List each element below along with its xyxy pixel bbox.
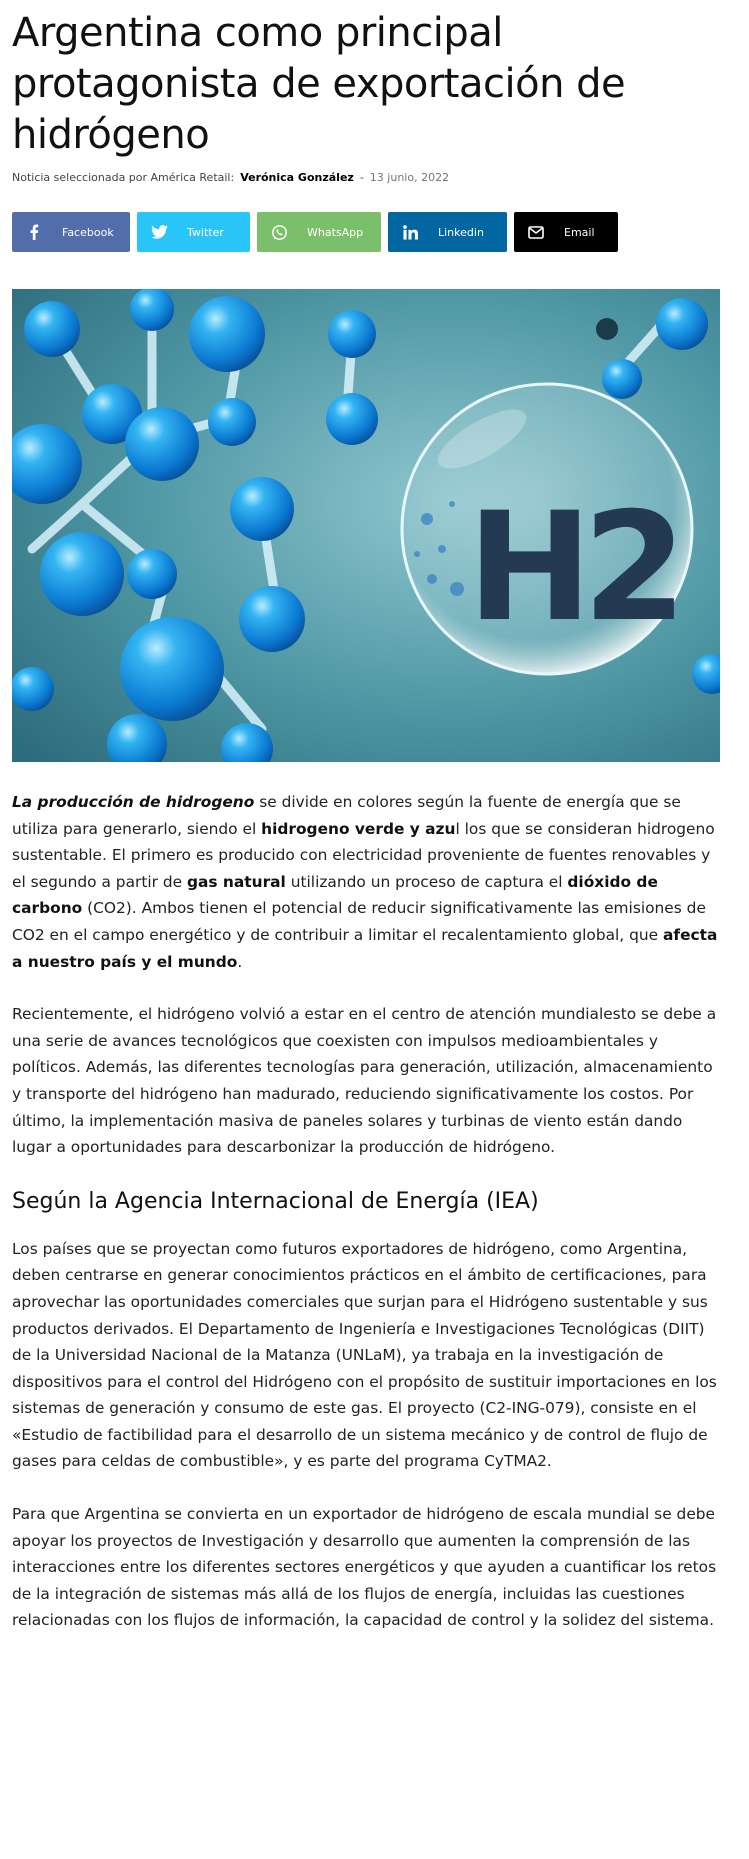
paragraph-4: Para que Argentina se convierta en un exportador de hidrógeno de escala mundial se debe apoyar los proyectos de Investigación y desarrollo que aumenten la comprensión de las interacciones entre los diferentes sectores energéticos y que ayuden a cuantificar los retos de la integración de sistemas más allá de los flujos de energía, incluidas las cuestiones relacionadas con los flujos de información, la capacidad de control y la solidez del sistema. — [12, 1505, 717, 1630]
facebook-icon — [12, 212, 56, 252]
paragraph-3: Los países que se proyectan como futuros exportadores de hidrógeno, como Argentina, deben centrarse en generar conocimientos prácticos en el ámbito de certificaciones, para aprovechar las oportunidades comerciales que surjan para el Hidrógeno sustentable y sus productos derivados. El Departamento de Ingeniería e Investigaciones Tecnológicas (DIIT) de la Universidad Nacional de la Matanza (UNLaM), ya trabaja en la investigación de dispositivos para el control del Hidrógeno con el propósito de sustituir importaciones en los sistemas de generación y consumo de este gas. El proyecto (C2-ING-079), consiste en el «Estudio de factibilidad para el desarrollo de un sistema mecánico y de control de flujo de gases para celdas de combustible», y es parte del programa CyTMA2. — [12, 1239, 717, 1471]
share-email-label: Email — [564, 225, 595, 239]
paragraph-2: Recientemente, el hidrógeno volvió a estar en el centro de atención mundialesto se debe a una serie de avances tecnológicos que coexisten con impulsos medioambientales y políticos. Además, las diferentes tecnologías para generación, utilización, almacenamiento y transporte del hidrógeno han madurado, reduciendo significativamente los costos. Por último, la implementación masiva de paneles solares y turbinas de viento están dando lugar a oportunidades para descarbonizar la producción de hidrógeno. — [12, 1005, 717, 1157]
para1-bold-green-blue: hidrogeno verde y azu — [261, 819, 456, 838]
share-bar — [12, 212, 720, 252]
author-link[interactable]: Verónica González — [240, 171, 354, 184]
share-facebook-label: Facebook — [62, 225, 114, 239]
share-linkedin-button[interactable] — [388, 212, 507, 252]
whatsapp-icon — [257, 212, 301, 252]
article-meta — [12, 171, 720, 184]
share-facebook-button[interactable] — [12, 212, 130, 252]
para1-text-b: l los que se consideran hidrogeno sustentable. El primero es producido con electricidad proveniente de fuentes renovables y el segundo a partir de — [12, 819, 715, 891]
selected-by-label: Noticia seleccionada por América Retail: — [12, 171, 235, 184]
article-title: Argentina como principal protagonista de exportación de hidrógeno — [12, 10, 626, 158]
email-icon — [514, 212, 558, 252]
twitter-icon — [137, 212, 181, 252]
share-twitter-button[interactable] — [137, 212, 250, 252]
para1-lead-emphasis: La producción de hidrogeno — [12, 793, 255, 811]
section-subheading: Según la Agencia Internacional de Energía (IEA) — [12, 1188, 539, 1214]
share-whatsapp-button[interactable] — [257, 212, 381, 252]
article — [12, 0, 720, 1660]
hydrogen-molecules-image — [12, 289, 720, 762]
article-body — [12, 789, 720, 1634]
meta-separator: - — [359, 171, 364, 184]
share-twitter-label: Twitter — [187, 225, 224, 239]
para1-text-d: (CO2). Ambos tienen el potencial de reducir significativamente las emisiones de CO2 en el campo energético y de contribuir a limitar el recalentamiento global, que — [12, 899, 706, 944]
para1-bold-gas: gas natural — [187, 872, 286, 891]
hero-h2-text: H2 — [467, 481, 677, 655]
para1-text-a: se divide en colores según la fuente de energía que se utiliza para generarlo, siendo el — [12, 793, 681, 838]
share-whatsapp-label: WhatsApp — [307, 225, 364, 239]
publish-date: 13 junio, 2022 — [369, 171, 450, 184]
para1-text-c: utilizando un proceso de captura el — [285, 872, 568, 891]
para1-text-e: . — [237, 952, 243, 971]
paragraph-1 — [12, 789, 720, 975]
share-email-button[interactable] — [514, 212, 618, 252]
para1-bold-world: afecta a nuestro país y el mundo — [12, 925, 718, 971]
para1-bold-co2: dióxido de carbono — [12, 872, 658, 918]
linkedin-icon — [388, 212, 432, 252]
share-linkedin-label: Linkedin — [438, 225, 484, 239]
